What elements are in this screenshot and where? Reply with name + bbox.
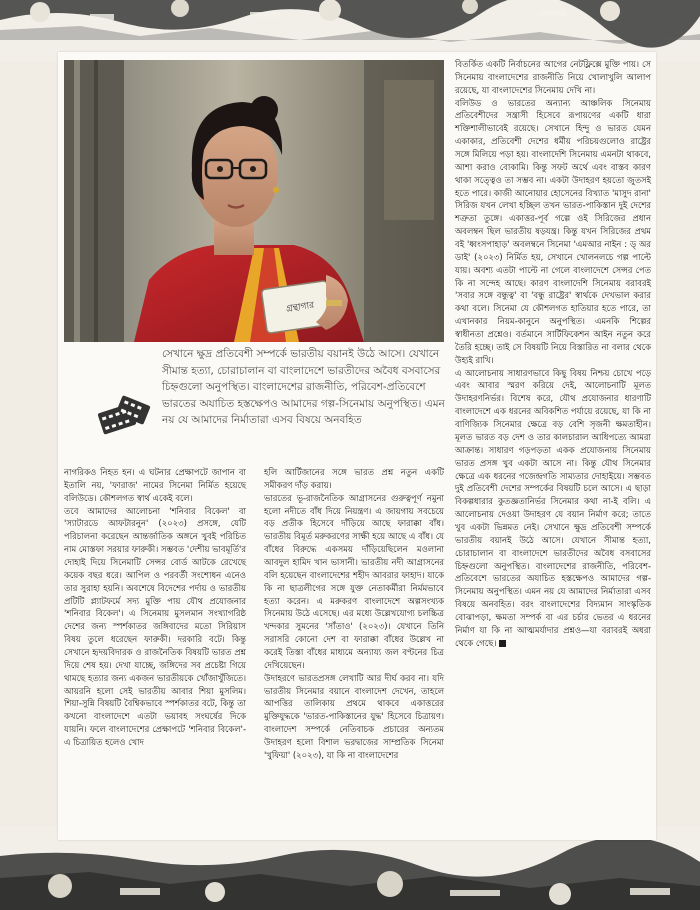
end-of-article-mark: [499, 640, 506, 647]
article-column-middle: [264, 466, 444, 762]
paragraph: নাগরিকও নিহত হন। এ ঘটনার প্রেক্ষাপটে জাপান বা ইতালি নয়, 'ফারাজ' নামের সিনেমা নির্মিত হয়েছে বলিউডে। কৌশলগত স্বার্থ একেই বলে।: [64, 467, 246, 503]
paragraph: হলি আর্টিজানের সঙ্গে ভারত প্রশ্ন নতুন একটি সমীকরণ দাঁড় করায়।: [264, 467, 444, 490]
woman-with-book-illustration: [64, 60, 444, 342]
paragraph-text: এ আলোচনায় সাধারণভাবে কিছু বিষয় নিশ্চয় চোখে পড়ে এবং আবার স্মরণ করিয়ে দেই, আলোচনাটি মূলত উদাহরণনির্ভর। বিশেষ করে, যৌথ প্রযোজনার ধারণাটি বাংলাদেশে এক ধরনের অবিকশিত পর্যায়ে রয়েছে, যা কি না বাণিজ্যিক সিনেমার ক্ষেত্রে বড় বেশি সৃজনী ক্ষমতাহীন। মূলত ভারত বড় দেশ ও তার কালচারাল আধিপত্যে আমরা আক্রান্ত। সাধারণ গড়পড়তা একক প্রযোজনায় সিনেমায় ভারত প্রসঙ্গ খুব একটা আসে না। কিন্তু যৌথ সিনেমার ক্ষেত্রে এক ধরনের গজেন্দ্রগতি সাম্যতার দোহাইয়ে। সম্ভবত দুই প্রতিবেশী দেশের সম্পর্কের বিষয়টি চলে আসে। এ ছাড়া বিকল্পধারার কুতজ্ঞতানির্ভর সিনেমার কথা না-ই বলি। এ আলোচনায় দেওয়া উদাহরণ যে বয়ান নির্মাণ করে; তাতে খুব একটা ভিন্নমত নেই। সেখানে ক্ষুদ্র প্রতিবেশী সম্পর্কে ভারতীয় বয়ানই উঠে আসে। যেখানে সীমান্ত হত্যা, চোরাচালান বা বাংলাদেশে ভারতীদের অবৈধ বসবাসের চিহ্নগুলো অনুপস্থিত। বাংলাদেশের রাজনীতি, পরিবেশ-প্রতিবেশে ভারতের অযাচিত হস্তক্ষেপও আমাদের গল্প-সিনেমায় অনুপস্থিত। এমন নয় যে আমাদের নির্মাতারা এসব বিষয়ে অনবহিত। বরং বাংলাদেশের বিদ্যমান সাংস্কৃতিক বোঝাপড়া, ক্ষমতা সম্পর্ক বা এর চর্চার ভেতর এ ধরনের নির্মাণ যা কি না আত্মমর্যাদার প্রশ্নও—যা বরাবরই অধরা থেকে গেছে।: [455, 367, 651, 648]
article-column-right: [455, 58, 651, 650]
paragraph: ভারতের ভূ-রাজনৈতিক আগ্রাসনের গুরুত্বপূর্ণ নমুনা হলো নদীতে বাঁধ দিয়ে নিয়ন্ত্রণ। এ জায়গায় সবচেয়ে বড় প্রতীক হিসেবে দাঁড়িয়ে আছে ফারাক্কা বাঁধ। ভারতীয় বিমূর্ত মরুকরণের সাক্ষী হয়ে আছে এ বাঁধ। যে বাঁধের বিরুদ্ধে একসময় দাঁড়িয়েছিলেন মওলানা আবদুল হামিদ খান ভাসানী। ভারতীয় নদী আগ্রাসনের বলি হয়েছেন বাংলাদেশের শহীদ আবরার ফাহাদ। যাকে কি না ছাত্রলীগের সঙ্গে যুক্ত নেতাকর্মীরা নির্মমভাবে হত্যা করেন। এ মরুকরণ বাংলাদেশে অল্পসংখ্যক সিনেমায় উঠে এসেছে। এর মধ্যে উল্লেখযোগ্য চলচ্চিত্র খন্দকার সুমনের 'সাঁতাও' (২০২৩)। যেখানে তিনি সরাসরি কোনো দেশ বা ফারাক্কা বাঁধের উল্লেখ না করেই তিস্তা বাঁধের মাধ্যমে অন্যায্য জল বণ্টনের চিত্র দেখিয়েছেন।: [264, 492, 444, 670]
article-photo: [64, 60, 444, 342]
paragraph: তবে আমাদের আলোচনা 'শনিবার বিকেল' বা 'স্যাটারডে আফটারনুন' (২০২৩) প্রসঙ্গে, যেটি পরিচালনা করেছেন আন্তর্জাতিক অঙ্গনে খুবই পরিচিত নাম মোস্তফা সরয়ার ফারুকী। সম্ভবত 'দেশীয় ভাবমূর্তি'র দোহাই দিয়ে সিনেমাটি সেন্সর বোর্ড আটকে রেখেছে কয়েক বছর ধরে। আপিল ও পরবর্তী সংশোধন এনেও তার সুরাহা হয়নি। অবশেষে বিদেশের পর্দায় ও ভারতীয় প্রটিটি প্ল্যাটফর্মে সদ্য মুক্তি পায় যৌথ প্রযোজনার 'শনিবার বিকেল'। এ সিনেমায় মুসলমান সংখ্যাগরিষ্ঠ দেশের জন্য স্পর্শকাতর জঙ্গিবাদের মতো সিরিয়াস বিষয় তুলে ধরেছেন ফারুকী। দরকারি বটে। কিন্তু সেখানে হৃদয়বিদারক ও রাজনৈতিক বিষয়টি ভারত প্রশ্ন দিয়ে শেষ হয়। দেখা যাচ্ছে, জঙ্গিদের সব প্রচেষ্টা গিয়ে থামছে হত্যার জন্য একজন ভারতীয়কে খোঁজাখুঁজিতে। আয়রনি হলো সেই ভারতীয় আবার শিয়া মুসলিম। শিয়া-সুন্নি বিষয়টি বৈশ্বিকভাবে স্পর্শকাতর বটে, কিন্তু তা কখনো বাংলাদেশে এতটা ভয়াবহ সংঘর্ষের দিকে যায়নি। ফলে বাংলাদেশের প্রেক্ষাপটে 'শনিবার বিকেল'-এ চিত্রায়িত হলেও খোদ: [64, 505, 246, 748]
film-strip-icon: [96, 392, 152, 442]
pull-quote: সেখানে ক্ষুদ্র প্রতিবেশী সম্পর্কে ভারতীয় বয়ানই উঠে আসে। যেখানে সীমান্ত হত্যা, চোরাচালান বা বাংলাদেশে ভারতীদের অবৈধ বসবাসের চিহ্নগুলো অনুপস্থিত। বাংলাদেশের রাজনীতি, পরিবেশ-প্রতিবেশে ভারতের অযাচিত হস্তক্ষেপও আমাদের গল্প-সিনেমায় অনুপস্থিত। এমন নয় যে আমাদের নির্মাতারা এসব বিষয়ে অনবহিত: [162, 348, 445, 427]
paragraph: উদাহরণে ভারতপ্রসঙ্গ লেখাটি আর দীর্ঘ করব না। যদি ভারতীয় সিনেমার বয়ানে বাংলাদেশ দেখেন, তাহলে আপত্তির তালিকায় প্রথমে থাকবে একাত্তরের মুক্তিযুদ্ধকে 'ভারত-পাকিস্তানের যুদ্ধ' হিসেবে চিত্রায়ণ। বাংলাদেশ সম্পর্কে নেতিবাচক প্রচারের অন্যতম উদাহরণ হলো বিশাল ভরদ্বাজের সাম্প্রতিক সিনেমা 'খুফিয়া' (২০২৩), যা কি না বাংলাদেশের: [264, 672, 444, 760]
book-cover-text: গ্রন্থাগার: [285, 300, 315, 315]
article-column-left: [64, 466, 246, 749]
paragraph: বিতর্কিত একটি নির্বাচনের আগের নেটফ্লিক্সে মুক্তি পায়। সে সিনেমায় বাংলাদেশের রাজনীতি নিয়ে খোলাখুলি আলাপ রয়েছে, যা বাংলাদেশের সিনেমায় দেখি না।: [455, 59, 651, 95]
paragraph: বলিউড ও ভারতের অন্যান্য আঞ্চলিক সিনেমায় প্রতিবেশীদের সন্ত্রাসী হিসেবে রূপায়ণের একটি ধারা শক্তিশালীভাবেই রয়েছে। সেখানে হিন্দু ও ভারত যেমন একাকার, প্রতিবেশী দেশের ধর্মীয় পরিচয়গুলোও রাষ্ট্রের সঙ্গে মিলিয়ে পড়া হয়। বাংলাদেশি সিনেমায় এমনটা থাকবে, আশা করাও বোকামি। কিন্তু সফট অর্থে এবং বাস্তব কারণ থাকা সত্ত্বেও তা সম্ভব না। একটা উদাহরণ হয়তো জুতসই হতে পারে। কাজী আনোয়ার হোসেনের বিখ্যাত 'মাসুদ রানা' সিরিজ যখন লেখা হচ্ছিল তখন ভারত-পাকিস্তান দুই দেশের শত্রুতা তুঙ্গে। একাত্তর-পূর্ব গল্পে ওই সিরিজের প্রধান অবলম্বন ছিল ভারতীয় ষড়যন্ত্র। কিন্তু যখন সিরিজের প্রথম বই 'ধ্বংসপাহাড়' অবলম্বনে সিনেমা 'এমআর নাইন : ড্ অর ডাই' (২০২৩) নির্মিত হয়, সেখানে খোলনলচে গল্প পাল্টে যায়। অবশ্য এতটা পাল্টে না গেলে বাংলাদেশে সেন্সর পেত কি না সন্দেহ আছে। কারণ বাংলাদেশি সিনেমায় বরাবরই 'সবার সঙ্গে বন্ধুত্ব' বা 'বন্ধু রাষ্ট্রের' স্বার্থকে দেখভাল করার কথা বলে। সিনেমা যে কৌশলগত হাতিয়ার হতে পারে, তা এখানকার নিয়ম-কানুনে অনুপস্থিত। এমনকি শিল্পের স্বাধীনতা প্রশ্নেও। বর্তমানে সার্টিফিকেশন আইন নতুন করে তৈরি হচ্ছে। তাই সে বিষয়টি নিয়ে বিস্তারিত না বলার থেকে উহ্যই রাখি।: [455, 97, 651, 365]
paragraph: [455, 367, 651, 650]
